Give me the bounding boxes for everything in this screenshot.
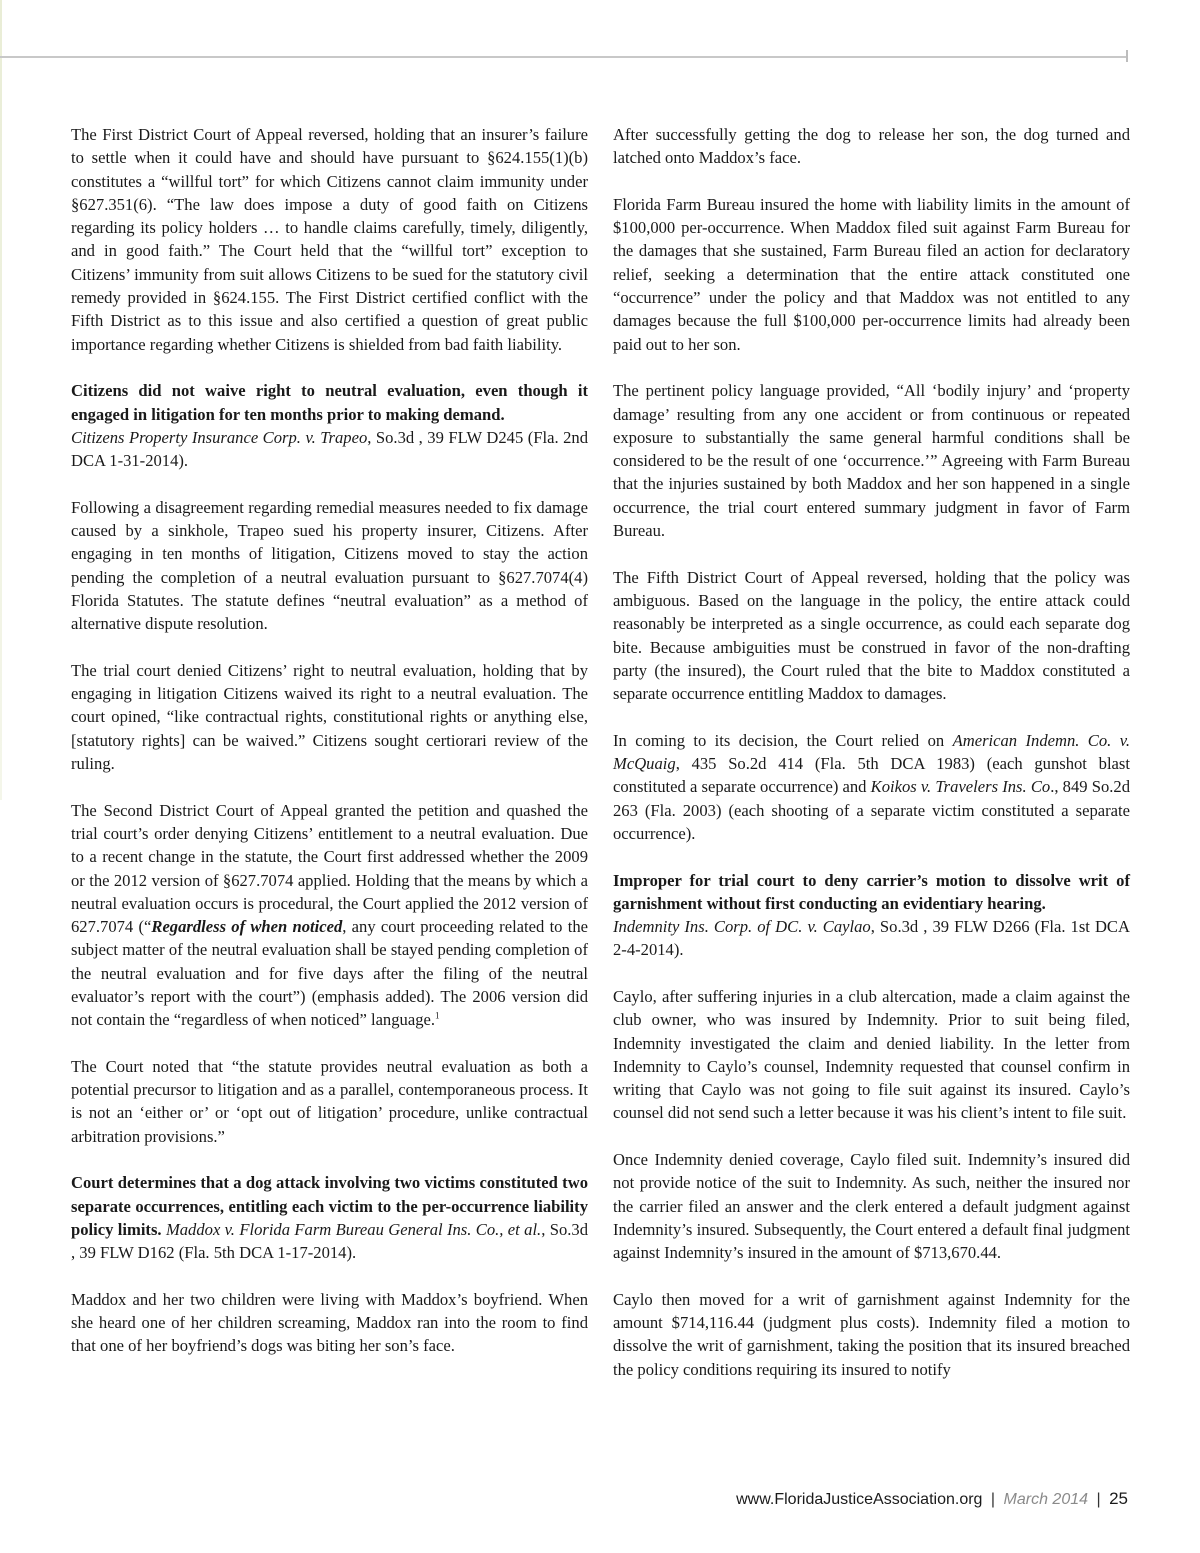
case-headnote: Citizens did not waive right to neutral evaluation, even though it engaged in litigation for ten months prior to making demand. — [71, 381, 588, 424]
page-footer — [736, 1489, 1128, 1509]
paragraph: Caylo, after suffering injuries in a club altercation, made a claim against the club owner, who was insured by Indemnity. Prior to suit being filed, Indemnity investigated the claim and denied liability. In the letter from Indemnity to Caylo’s counsel, Indemnity requested that counsel confirm in writing that Caylo was not going to file suit against its insured. Caylo’s counsel did not send such a letter because it was his client’s intent to file suit. — [613, 986, 1130, 1123]
case-name: Indemnity Ins. Corp. of DC. v. Caylao — [613, 917, 871, 937]
paragraph: Once Indemnity denied coverage, Caylo filed suit. Indemnity’s insured did not provide notice of the suit to Indemnity. As such, neither the insured nor the carrier filed an answer and the clerk entered a default judgment against Indemnity’s insured. Subsequently, the Court entered a default final judgment against Indemnity’s insured in the amount of $713,670.44. — [613, 1150, 1130, 1263]
case-citation — [71, 426, 588, 473]
header-rule-cap — [1126, 50, 1128, 62]
left-column — [71, 123, 588, 1358]
citation-detail: , So.3d , 39 FLW D266 (Fla. 1st DCA 2-4-2014). — [613, 917, 1130, 960]
page-number: 25 — [1109, 1489, 1128, 1508]
paragraph: The Court noted that “the statute provides neutral evaluation as both a potential precursor to litigation and as a parallel, contemporaneous process. It is not an ‘either or’ or ‘opt out of litigation’ procedure, unlike contractual arbitration provisions.” — [71, 1056, 588, 1146]
emphasis: Regardless of when noticed — [151, 917, 343, 937]
footnote-marker: 1 — [435, 1010, 440, 1021]
case-name: Koikos v. Travelers Ins. Co — [870, 777, 1051, 797]
footer-separator: | — [990, 1491, 996, 1508]
page-edge-accent — [0, 0, 2, 800]
footer-separator: | — [1096, 1491, 1101, 1508]
website-link[interactable]: www.FloridaJusticeAssociation.org — [736, 1491, 983, 1508]
paragraph: Florida Farm Bureau insured the home with liability limits in the amount of $100,000 per-occurrence. When Maddox filed suit against Farm Bureau for the damages that she sustained, Farm Bureau filed an action for declaratory relief, seeking a determination that the entire attack constituted one “occurrence” under the policy and that Maddox was not entitled to any damages because the full $100,000 per-occurrence limits had already been paid out to her son. — [613, 194, 1130, 354]
paragraph: The First District Court of Appeal reversed, holding that an insurer’s failure to settle when it could have and should have pursuant to §624.155(1)(b) constitutes a “willful tort” for which Citizens cannot claim immunity under §627.351(6). “The law does impose a duty of good faith on Citizens regarding its policy holders … to handle claims carefully, timely, diligently, and in good faith.” The Court held that the “willful tort” exception to Citizens’ immunity from suit allows Citizens to be sued for the statutory civil remedy provided in §624.155. The First District certified conflict with the Fifth District as to this issue and also certified a question of great public importance regarding whether Citizens is shielded from bad faith liability. — [71, 125, 588, 354]
header-rule — [0, 56, 1128, 58]
case-headnote: Court determines that a dog attack involving two victims constituted two separate occurrences, entitling each victim to the per-occurrence liability policy limits. Maddox v. Florida Farm Bureau General Ins. Co., et al., So.3d , 39 FLW D162 (Fla. 5th DCA 1-17-2014). — [71, 1173, 588, 1263]
paragraph: The pertinent policy language provided, “All ‘bodily injury’ and ‘property damage’ resulting from any one accident or from continuous or repeated exposure to substantially the same general harmful conditions shall be considered to be the result of one ‘occurrence.’” Agreeing with Farm Bureau that the injuries sustained by both Maddox and her son happened in a single occurrence, the trial court entered summary judgment in favor of Farm Bureau. — [613, 381, 1130, 541]
citation-detail: , So.3d , 39 FLW D162 (Fla. 5th DCA 1-17-2014). — [71, 1219, 588, 1263]
case-name: Citizens Property Insurance Corp. v. Trapeo — [71, 427, 368, 447]
case-name: American Indemn. Co. v. McQuaig — [613, 730, 1130, 774]
paragraph: The trial court denied Citizens’ right to neutral evaluation, holding that by engaging in litigation Citizens waived its right to a neutral evaluation. The court opined, “like contractual rights, constitutional rights or anything else, [statutory rights] can be waived.” Citizens sought certiorari review of the ruling. — [71, 660, 588, 774]
paragraph: Following a disagreement regarding remedial measures needed to fix damage caused by a sinkhole, Trapeo sued his property insurer, Citizens. After engaging in ten months of litigation, Citizens moved to stay the action pending the completion of a neutral evaluation pursuant to §627.7074(4) Florida Statutes. The statute defines “neutral evaluation” as a method of alternative dispute resolution. — [71, 497, 588, 634]
paragraph: After successfully getting the dog to release her son, the dog turned and latched onto Maddox’s face. — [613, 125, 1130, 168]
case-citation — [613, 915, 1130, 962]
citation-detail: , So.3d , 39 FLW D245 (Fla. 2nd DCA 1-31-2014). — [71, 427, 588, 471]
paragraph: Maddox and her two children were living with Maddox’s boyfriend. When she heard one of her children screaming, Maddox ran into the room to find that one of her boyfriend’s dogs was biting her son’s face. — [71, 1289, 588, 1356]
paragraph: In coming to its decision, the Court relied on American Indemn. Co. v. McQuaig, 435 So.2d 414 (Fla. 5th DCA 1983) (each gunshot blast constituted a separate occurrence) and Koikos v. Travelers Ins. Co., 849 So.2d 263 (Fla. 2003) (each shooting of a separate victim constituted a separate occurrence). — [613, 730, 1131, 843]
right-column — [613, 123, 1130, 1381]
case-headnote: Improper for trial court to deny carrier’s motion to dissolve writ of garnishment without first conducting an evidentiary hearing. — [613, 870, 1130, 913]
issue-date: March 2014 — [1003, 1491, 1089, 1508]
paragraph: The Fifth District Court of Appeal reversed, holding that the policy was ambiguous. Based on the language in the policy, the entire attack could reasonably be interpreted as a single occurrence, as could each separate dog bite. Because ambiguities must be construed in favor of the non-drafting party (the insured), the Court ruled that the bite to Maddox constituted a separate occurrence entitling Maddox to damages. — [613, 567, 1130, 704]
paragraph: The Second District Court of Appeal granted the petition and quashed the trial court’s order denying Citizens’ entitlement to a neutral evaluation. Due to a recent change in the statute, the Court first addressed whether the 2009 or the 2012 version of §627.7074 applied. Holding that the means by which a neutral evaluation occurs is procedural, the Court applied the 2012 version of 627.7074 (“Regardless of when noticed, any court proceeding related to the subject matter of the neutral evaluation shall be stayed pending completion of the neutral evaluation and for five days after the filing of the neutral evaluator’s report with the court”) (emphasis added). The 2006 version did not contain the “regardless of when noticed” language.$^1$ — [71, 800, 588, 1030]
paragraph: Caylo then moved for a writ of garnishment against Indemnity for the amount $714,116.44 (judgment plus costs). Indemnity filed a motion to dissolve the writ of garnishment, taking the position that its insured breached the policy conditions requiring its insured to notify — [613, 1289, 1130, 1379]
case-name: Maddox v. Florida Farm Bureau General Ins. Co., et al. — [165, 1219, 542, 1239]
